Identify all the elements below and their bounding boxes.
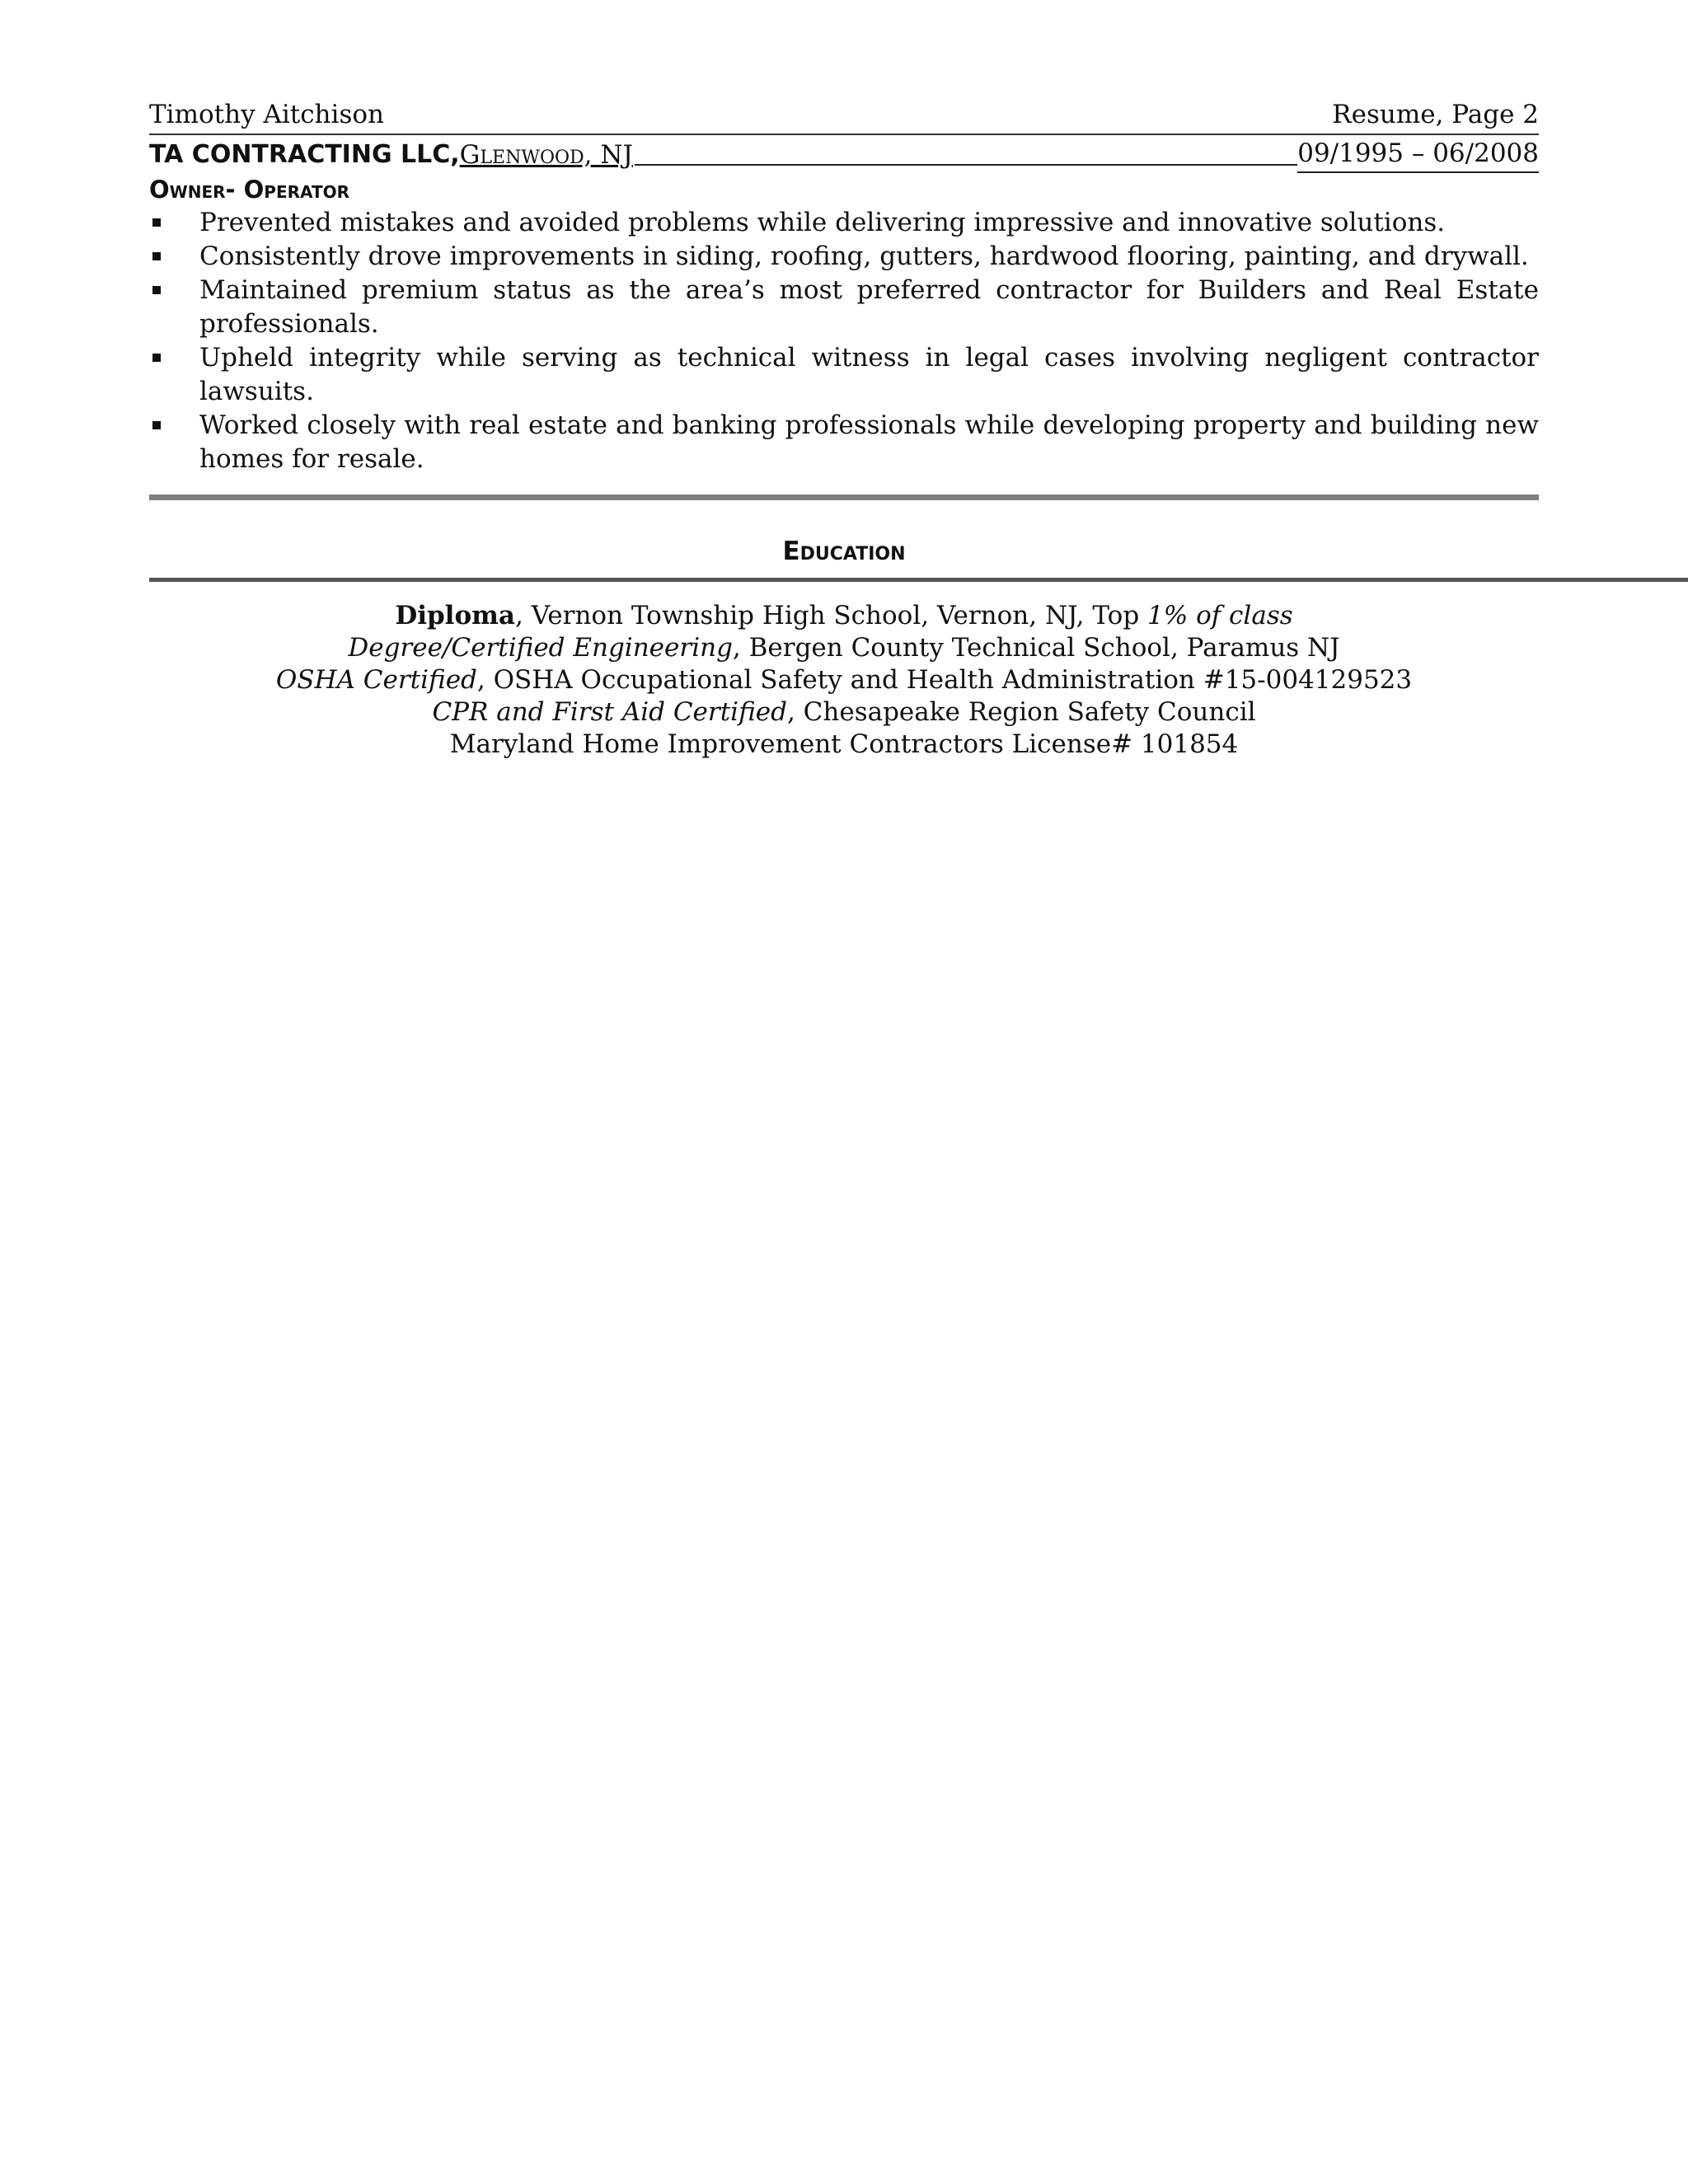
list-item — [149, 409, 1539, 476]
education-line-cpr — [149, 696, 1539, 729]
leader-line — [635, 164, 1297, 166]
job-title: Owner- Operator — [149, 176, 349, 204]
education-credential: CPR and First Aid Certified — [432, 697, 787, 727]
bullet-text: Worked closely with real estate and banking professionals while developing property and building new homes for resale. — [199, 410, 1539, 474]
list-item — [149, 206, 1539, 240]
square-bullet-icon — [152, 252, 161, 260]
page-header — [149, 97, 1539, 135]
education-detail: Maryland Home Improvement Contractors License# 101854 — [449, 729, 1239, 759]
company-location: Glenwood, NJ — [459, 140, 633, 170]
education-detail: , Chesapeake Region Safety Council — [786, 697, 1256, 727]
education-list — [149, 600, 1539, 761]
square-bullet-icon — [152, 421, 161, 429]
bullet-text: Maintained premium status as the area’s most preferred contractor for Builders and Real Estate professionals. — [199, 275, 1539, 339]
education-detail: , Bergen County Technical School, Paramus NJ — [732, 633, 1340, 663]
list-item — [149, 240, 1539, 274]
education-detail: , Vernon Township High School, Vernon, NJ, Top — [515, 601, 1148, 630]
education-divider — [149, 578, 1688, 582]
list-item — [149, 274, 1539, 341]
list-item — [149, 341, 1539, 409]
education-honor: 1% of class — [1147, 601, 1293, 630]
company-name: TA CONTRACTING LLC, — [149, 140, 460, 169]
education-credential: OSHA Certified — [275, 665, 477, 695]
bullet-text: Consistently drove improvements in siding, roofing, gutters, hardwood flooring, painting, and drywall. — [199, 241, 1529, 271]
square-bullet-icon — [152, 286, 161, 294]
education-credential: Diploma — [395, 601, 516, 630]
education-line-osha — [149, 664, 1539, 696]
responsibility-list — [149, 206, 1539, 476]
education-credential: Degree/Certified Engineering — [348, 633, 733, 663]
education-line-degree — [149, 632, 1539, 664]
candidate-name: Timothy Aitchison — [149, 100, 384, 129]
education-detail: , OSHA Occupational Safety and Health Administration #15-004129523 — [476, 665, 1413, 695]
page-label: Resume, Page 2 — [1332, 100, 1539, 129]
education-heading: Education — [782, 537, 906, 566]
square-bullet-icon — [152, 354, 161, 362]
education-line-license — [149, 729, 1539, 761]
section-divider — [149, 494, 1539, 500]
bullet-text: Upheld integrity while serving as technical witness in legal cases involving negligent contractor lawsuits. — [199, 343, 1539, 406]
square-bullet-icon — [152, 218, 161, 227]
job-header — [149, 135, 1539, 173]
resume-page — [149, 97, 1539, 761]
bullet-text: Prevented mistakes and avoided problems while delivering impressive and innovative solutions. — [199, 208, 1446, 237]
employment-dates: 09/1995 – 06/2008 — [1297, 135, 1539, 173]
education-line-diploma — [149, 600, 1539, 632]
